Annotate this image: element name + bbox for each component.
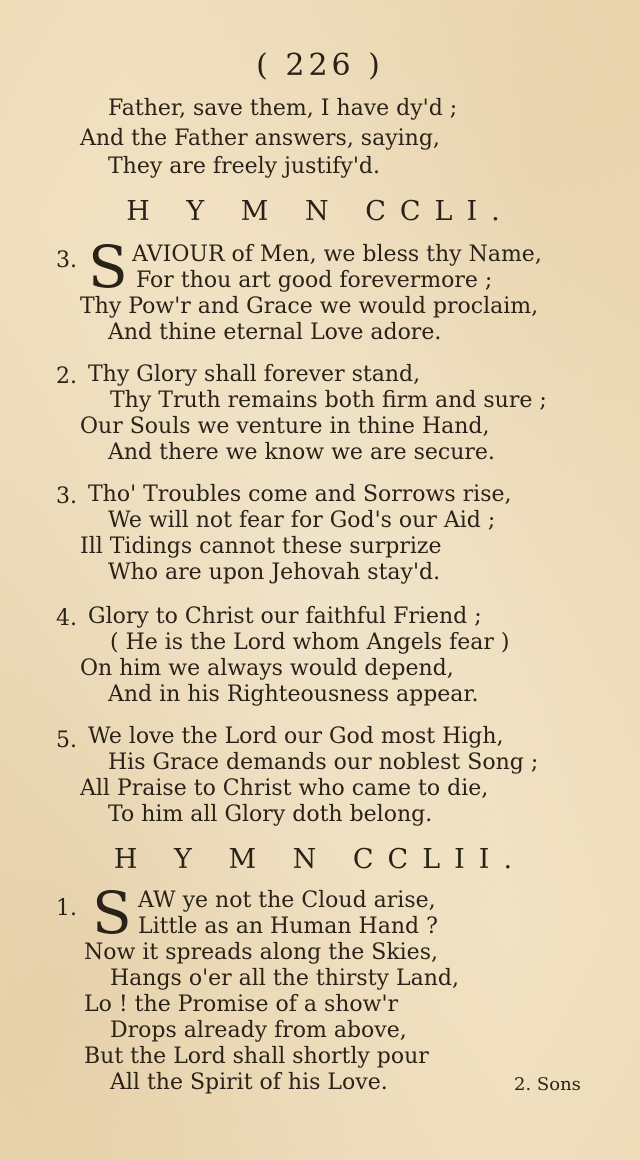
verse-number: 3.	[56, 484, 77, 509]
verse-line: Thy Glory shall forever stand,	[88, 362, 421, 387]
verse-line: On him we always would depend,	[80, 656, 454, 681]
drop-cap: S	[88, 233, 128, 301]
verse-line: Thy Pow'r and Grace we would proclaim,	[80, 294, 539, 319]
verse-line: Now it spreads along the Skies,	[84, 940, 438, 965]
verse-line: All the Spirit of his Love.	[110, 1070, 388, 1095]
hymn-title: H Y M N CCLII.	[113, 844, 527, 875]
verse-line: AVIOUR of Men, we bless thy Name,	[132, 242, 542, 267]
verse-line: Lo ! the Promise of a show'r	[84, 992, 399, 1017]
verse-line: For thou art good forevermore ;	[136, 268, 493, 293]
verse-line: AW ye not the Cloud arise,	[138, 888, 436, 913]
verse-line: All Praise to Christ who came to die,	[80, 776, 489, 801]
verse-line: Hangs o'er all the thirsty Land,	[110, 966, 459, 991]
verse-line: Drops already from above,	[110, 1018, 407, 1043]
intro-line: They are freely justify'd.	[108, 154, 380, 179]
intro-line: Father, save them, I have dy'd ;	[108, 96, 458, 121]
hymn-title: H Y M N CCLI.	[126, 196, 514, 227]
verse-number: 3.	[56, 248, 77, 273]
verse-line: Tho' Troubles come and Sorrows rise,	[88, 482, 512, 507]
verse-line: To him all Glory doth belong.	[108, 802, 433, 827]
verse-line: Our Souls we venture in thine Hand,	[80, 414, 490, 439]
verse-line: We will not fear for God's our Aid ;	[108, 508, 496, 533]
intro-line: And the Father answers, saying,	[80, 126, 440, 151]
verse-line: Glory to Christ our faithful Friend ;	[88, 604, 482, 629]
verse-line: And thine eternal Love adore.	[108, 320, 442, 345]
verse-line: But the Lord shall shortly pour	[84, 1044, 429, 1069]
verse-line: Little as an Human Hand ?	[138, 914, 438, 939]
verse-number: 5.	[56, 728, 77, 753]
verse-number: 1.	[56, 896, 77, 921]
verse-line: We love the Lord our God most High,	[88, 724, 504, 749]
verse-line: And in his Righteousness appear.	[108, 682, 479, 707]
verse-number: 2.	[56, 364, 77, 389]
page-number: ( 226 )	[256, 48, 384, 83]
verse-line: Ill Tidings cannot these surprize	[80, 534, 442, 559]
catchword: 2. Sons	[514, 1074, 581, 1095]
verse-line: Thy Truth remains both firm and sure ;	[110, 388, 547, 413]
verse-line: And there we know we are secure.	[108, 440, 495, 465]
verse-line: His Grace demands our noblest Song ;	[108, 750, 539, 775]
verse-number: 4.	[56, 606, 77, 631]
verse-line: Who are upon Jehovah stay'd.	[108, 560, 441, 585]
verse-line: ( He is the Lord whom Angels fear )	[110, 630, 510, 655]
drop-cap: S	[92, 879, 132, 947]
